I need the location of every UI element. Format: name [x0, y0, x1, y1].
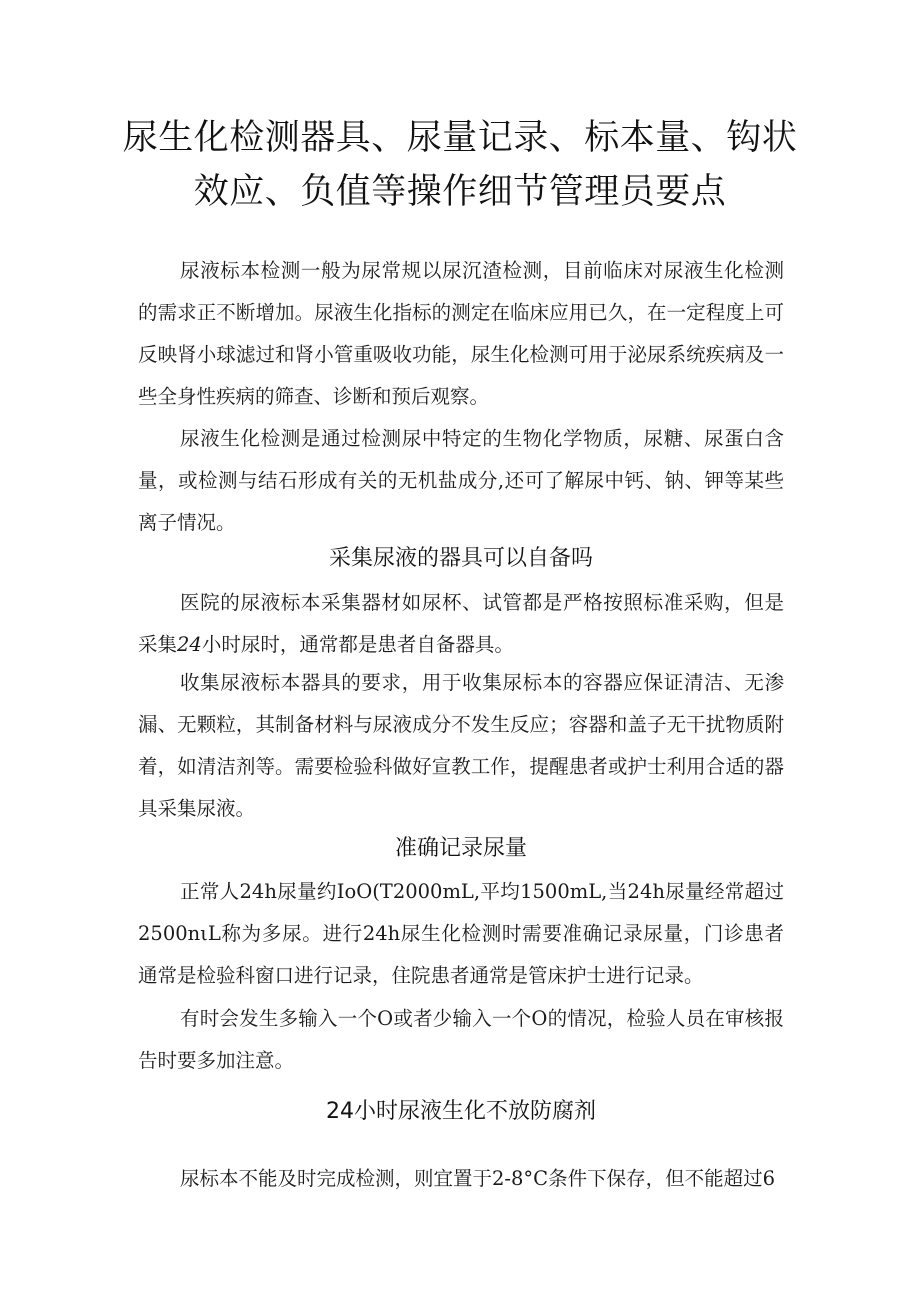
paragraph-collection-text-1: 医院的尿液标本采集器材如尿杯、试管都是严格按照标准采购，但是采集: [138, 591, 784, 656]
document-title: [120, 111, 800, 219]
paragraph-collection-hours: 24: [177, 633, 202, 656]
paragraph-collection-equipment: [138, 582, 784, 666]
section-heading-no-preservative: 24小时尿液生化不放防腐剂: [326, 1099, 596, 1124]
title-line-1: 尿生化检测器具、尿量记录、标本量、钩状: [122, 118, 798, 158]
paragraph-collection-text-2: 小时尿时，通常都是患者自备器具。: [201, 633, 514, 656]
section-heading-collection-tools: 采集尿液的器具可以自备吗: [328, 546, 593, 571]
section-heading-record-volume: 准确记录尿量: [394, 836, 527, 861]
paragraph-input-error: 有时会发生多输入一个O或者少输入一个O的情况，检验人员在审核报告时要多加注意。: [138, 1007, 784, 1072]
paragraph-container-requirements: 收集尿液标本器具的要求，用于收集尿标本的容器应保证清洁、无渗漏、无颗粒，其制备材料与尿液成分不发生反应；容器和盖子无干扰物质附着，如清洁剂等。需要检验科做好宣教工作，提醒患者或护士利用合适的器具采集尿液。: [138, 671, 784, 820]
paragraph-normal-volume: 正常人24h尿量约IoO(T2000mL,平均1500mL,当24h尿量经常超过2500nιL称为多尿。进行24h尿生化检测时需要准确记录尿量，门诊患者通常是检验科窗口进行记录，住院患者通常是管床护士进行记录。: [138, 880, 784, 987]
paragraph-storage: 尿标本不能及时完成检测，则宜置于2-8°C条件下保存，但不能超过6: [180, 1167, 775, 1190]
title-line-2: 效应、负值等操作细节管理员要点: [193, 172, 727, 212]
paragraph-urine-biochem: 尿液生化检测是通过检测尿中特定的生物化学物质，尿糖、尿蛋白含量，或检测与结石形成有关的无机盐成分,还可了解尿中钙、钠、钾等某些离子情况。: [138, 427, 784, 534]
paragraph-intro: 尿液标本检测一般为尿常规以尿沉渣检测，目前临床对尿液生化检测的需求正不断增加。尿液生化指标的测定在临床应用已久，在一定程度上可反映肾小球滤过和肾小管重吸收功能，尿生化检测可用于泌尿系统疾病及一些全身性疾病的筛查、诊断和预后观察。: [138, 259, 784, 408]
